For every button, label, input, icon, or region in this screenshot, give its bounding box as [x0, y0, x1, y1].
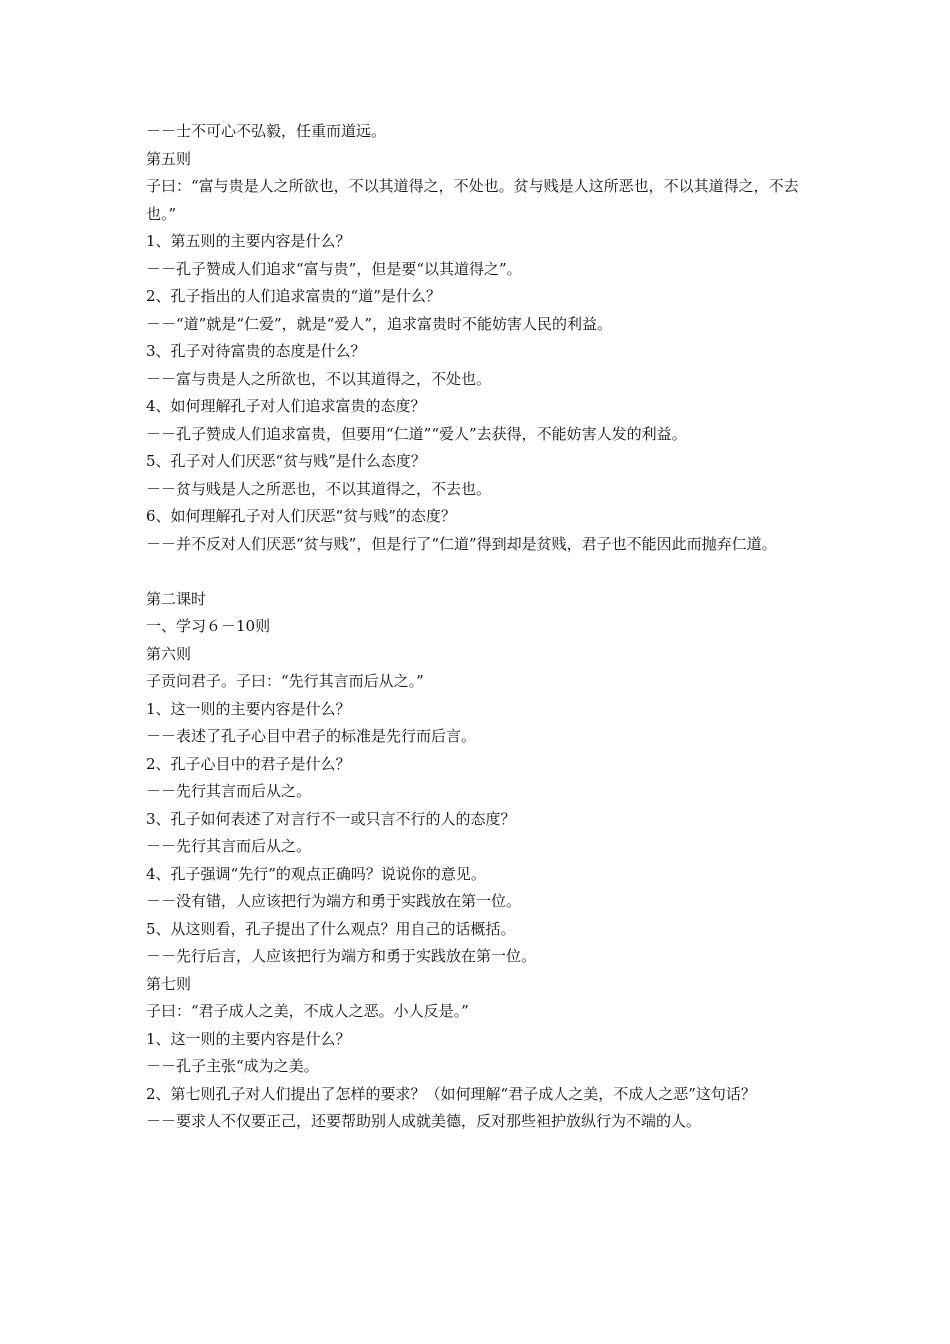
question-line: 1、这一则的主要内容是什么？	[146, 699, 351, 718]
question-line: 4、如何理解孔子对人们追求富贵的态度？	[146, 397, 426, 415]
question-line: 5、孔子对人们厌恶“贫与贱”是什么态度？	[146, 452, 426, 470]
question-line: 6、如何理解孔子对人们厌恶“贫与贱”的态度？	[146, 507, 456, 525]
lesson-heading: 第二课时	[146, 589, 207, 608]
question-line: 1、第五则的主要内容是什么？	[146, 232, 351, 250]
text-line: －－士不可心不弘毅，任重而道远。	[146, 122, 387, 140]
quote-line: 子贡问君子。子曰：“先行其言而后从之。”	[146, 672, 424, 690]
answer-line: －－孔子赞成人们追求富贵，但要用“仁道”“爱人”去获得，不能妨害人发的利益。	[146, 424, 687, 443]
question-paragraph: 2、第七则孔子对人们提出了怎样的要求？（如何理解“君子成人之美，不成人之恶”这句话？	[146, 1084, 756, 1103]
answer-line: －－表述了孔子心目中君子的标准是先行而后言。	[146, 727, 477, 745]
document-body	[146, 118, 806, 1136]
answer-line: －－先行其言而后从之。	[146, 782, 312, 800]
answer-line: －－孔子赞成人们追求“富与贵”，但是要“以其道得之”。	[146, 259, 522, 278]
question-line: 3、孔子对待富贵的态度是什么？	[146, 342, 366, 360]
section-heading: 一、学习６－10则	[146, 617, 271, 635]
quote-paragraph: 子曰：“富与贵是人之所欲也，不以其道得之，不处也。贫与贱是人这所恶也，不以其道得之，不去也。”	[146, 177, 799, 223]
section-heading: 第六则	[146, 644, 192, 663]
answer-line: －－孔子主张“成为之美。	[146, 1057, 319, 1075]
answer-line: －－先行后言，人应该把行为端方和勇于实践放在第一位。	[146, 947, 537, 965]
answer-line: －－贫与贱是人之所恶也，不以其道得之，不去也。	[146, 479, 492, 498]
answer-line: －－没有错，人应该把行为端方和勇于实践放在第一位。	[146, 892, 522, 910]
question-line: 4、孔子强调“先行”的观点正确吗？说说你的意见。	[146, 864, 486, 883]
section-heading: 第七则	[146, 974, 192, 993]
answer-line: －－“道”就是“仁爱”，就是“爱人”，追求富贵时不能妨害人民的利益。	[146, 314, 613, 333]
answer-paragraph: －－并不反对人们厌恶“贫与贱”，但是行了“仁道”得到却是贫贱，君子也不能因此而抛弃仁道。	[146, 534, 777, 553]
blank-line	[146, 558, 806, 586]
question-line: 1、这一则的主要内容是什么？	[146, 1029, 351, 1048]
answer-line: －－富与贵是人之所欲也，不以其道得之，不处也。	[146, 369, 492, 388]
question-line: 5、从这则看，孔子提出了什么观点？用自己的话概括。	[146, 919, 516, 938]
quote-line: 子曰：“君子成人之美，不成人之恶。小人反是。”	[146, 1002, 469, 1020]
answer-line: －－要求人不仅要正己，还要帮助别人成就美德，反对那些袒护放纵行为不端的人。	[146, 1112, 702, 1130]
question-line: 2、孔子指出的人们追求富贵的“道”是什么？	[146, 287, 441, 305]
question-line: 2、孔子心目中的君子是什么？	[146, 754, 351, 773]
question-line: 3、孔子如何表述了对言行不一或只言不行的人的态度？	[146, 809, 516, 828]
section-heading: 第五则	[146, 149, 192, 168]
answer-line: －－先行其言而后从之。	[146, 837, 312, 855]
